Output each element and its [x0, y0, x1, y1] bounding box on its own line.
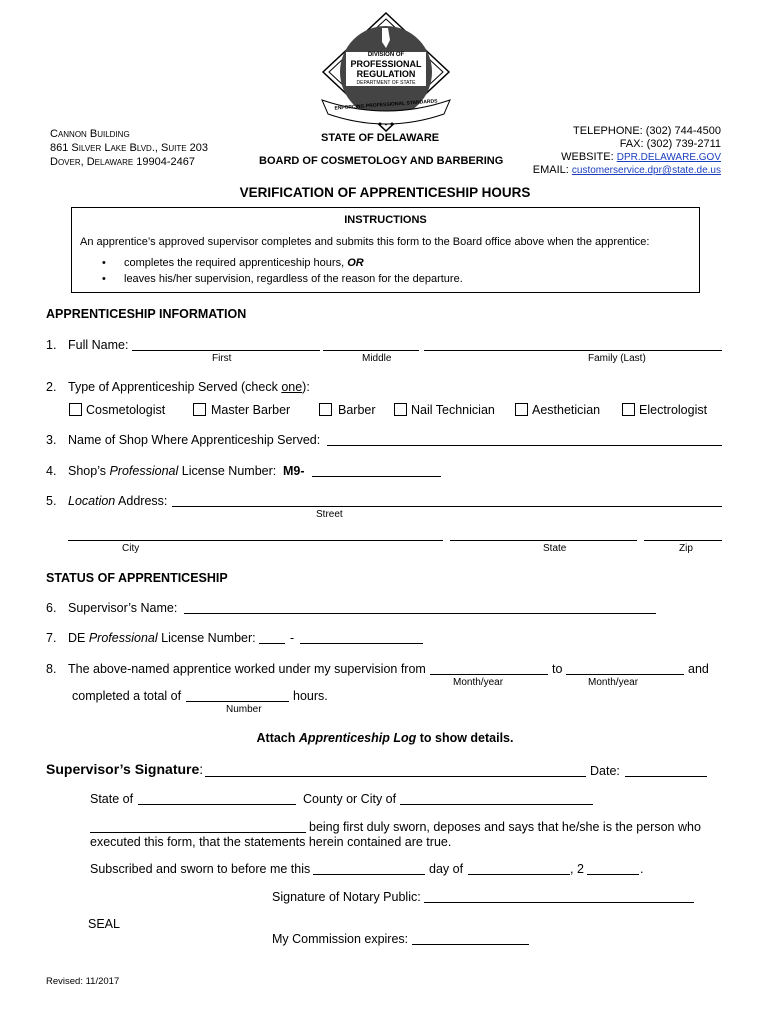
to-caption: Month/year	[588, 677, 639, 688]
option-cosmetologist: Cosmetologist	[86, 403, 166, 417]
q4-label	[68, 464, 276, 478]
signature-field[interactable]	[205, 776, 586, 777]
date-field[interactable]	[625, 776, 707, 777]
board-name: BOARD OF COSMETOLOGY AND BARBERING	[259, 155, 504, 167]
from-date-field[interactable]	[430, 674, 548, 675]
from-caption: Month/year	[453, 677, 504, 688]
address-line2: 861 Silver Lake Blvd., Suite 203	[50, 142, 208, 154]
checkbox-master-barber[interactable]	[193, 403, 206, 416]
family-name-field[interactable]	[424, 350, 722, 351]
email-label: EMAIL:	[532, 164, 569, 176]
state-of-delaware: STATE OF DELAWARE	[321, 132, 440, 144]
telephone: TELEPHONE: (302) 744-4500	[573, 125, 721, 137]
license-prefix: M9-	[283, 464, 305, 478]
bullet-2: •	[102, 273, 106, 285]
checkbox-nail-technician[interactable]	[394, 403, 407, 416]
q2-label	[68, 380, 310, 394]
q7-number: 7.	[46, 631, 57, 645]
website-label: WEBSITE:	[561, 151, 614, 163]
q8-number: 8.	[46, 662, 57, 676]
q7-label-post: License Number:	[157, 631, 256, 645]
q2-label-one: one	[281, 380, 303, 394]
state-of-field[interactable]	[138, 804, 296, 805]
de-license-number-field[interactable]	[300, 643, 423, 644]
option-master-barber: Master Barber	[211, 403, 291, 417]
attach-note-ital: Apprenticeship Log	[298, 731, 417, 745]
notary-label: Signature of Notary Public:	[272, 890, 421, 904]
website-link[interactable]: DPR.DELAWARE.GOV	[616, 152, 721, 163]
q8-and: and	[688, 662, 709, 676]
subscribed-label: Subscribed and sworn to before me this	[90, 862, 311, 876]
middle-name-field[interactable]	[323, 350, 419, 351]
city-field[interactable]	[68, 540, 443, 541]
instructions-heading: INSTRUCTIONS	[344, 214, 427, 226]
number-caption: Number	[226, 704, 262, 715]
attach-note	[0, 731, 770, 745]
checkbox-electrologist[interactable]	[622, 403, 635, 416]
zip-caption: Zip	[679, 543, 693, 554]
section-status: STATUS OF APPRENTICESHIP	[46, 571, 228, 585]
first-caption: First	[212, 353, 232, 364]
to-date-field[interactable]	[566, 674, 684, 675]
middle-caption: Middle	[362, 353, 392, 364]
q6-number: 6.	[46, 601, 57, 615]
option-barber: Barber	[338, 403, 376, 417]
signature-label	[46, 761, 203, 777]
year-period: .	[640, 862, 644, 876]
q6-label: Supervisor’s Name:	[68, 601, 178, 615]
county-field[interactable]	[400, 804, 593, 805]
bullet-1-label: completes the required apprenticeship hours,	[124, 257, 345, 269]
bullet-2-text: leaves his/her supervision, regardless of the reason for the departure.	[124, 273, 463, 285]
option-nail-technician: Nail Technician	[411, 403, 495, 417]
q2-label-pre: Type of Apprenticeship Served (check	[68, 380, 282, 394]
website-row	[561, 151, 721, 163]
option-electrologist: Electrologist	[639, 403, 708, 417]
logo-banner: ENFORCING PROFESSIONAL STANDARDS	[334, 98, 438, 112]
q4-label-post: License Number:	[178, 464, 277, 478]
city-caption: City	[122, 543, 140, 554]
logo-line4: DEPARTMENT OF STATE	[356, 80, 416, 86]
address-line3: Dover, Delaware 19904-2467	[50, 156, 195, 168]
q1-number: 1.	[46, 338, 57, 352]
form-title: VERIFICATION OF APPRENTICESHIP HOURS	[239, 185, 531, 200]
checkbox-cosmetologist[interactable]	[69, 403, 82, 416]
supervisor-name-field[interactable]	[184, 613, 656, 614]
revised-date: Revised: 11/2017	[46, 976, 120, 987]
checkbox-barber[interactable]	[319, 403, 332, 416]
street-field[interactable]	[172, 506, 722, 507]
bullet-1-or: OR	[347, 257, 364, 269]
instructions-text: An apprentice’s approved supervisor completes and submits this form to the Board office above when the apprentice:	[80, 236, 650, 248]
first-name-field[interactable]	[132, 350, 320, 351]
commission-field[interactable]	[412, 944, 529, 945]
q4-label-pre: Shop’s	[68, 464, 110, 478]
logo-line3: REGULATION	[356, 69, 416, 79]
seal-label: SEAL	[88, 917, 120, 931]
date-label: Date:	[590, 764, 620, 778]
logo-line1: DIVISION OF	[367, 52, 405, 58]
q2-number: 2.	[46, 380, 57, 394]
q7-label-ital: Professional	[88, 631, 158, 645]
q4-label-ital: Professional	[109, 464, 179, 478]
q7-label-pre: DE	[68, 631, 89, 645]
q8-label: The above-named apprentice worked under my supervision from	[68, 662, 426, 676]
shop-license-field[interactable]	[312, 476, 441, 477]
q5-label-post: Address:	[115, 494, 168, 508]
license-dash: -	[290, 631, 295, 645]
street-caption: Street	[316, 509, 343, 520]
option-aesthetician: Aesthetician	[532, 403, 601, 417]
shop-name-field[interactable]	[327, 445, 722, 446]
zip-field[interactable]	[644, 540, 722, 541]
email-row	[533, 164, 721, 176]
signature-label-text: Supervisor’s Signature	[46, 761, 200, 777]
q3-label: Name of Shop Where Apprenticeship Served:	[68, 433, 321, 447]
affiant-name-field[interactable]	[90, 832, 306, 833]
q1-label: Full Name:	[68, 338, 129, 352]
notary-signature-field[interactable]	[424, 902, 694, 903]
de-license-prefix-field[interactable]	[259, 643, 285, 644]
q5-label-ital: Location	[68, 494, 116, 508]
q8-to: to	[552, 662, 563, 676]
checkbox-aesthetician[interactable]	[515, 403, 528, 416]
day-field[interactable]	[313, 874, 425, 875]
q8b-label: completed a total of	[72, 689, 182, 703]
commission-label: My Commission expires:	[272, 932, 409, 946]
year-field[interactable]	[587, 874, 639, 875]
county-label: County or City of	[303, 792, 397, 806]
fax: FAX: (302) 739-2711	[619, 138, 721, 150]
division-logo	[316, 10, 456, 132]
signature-label-colon: :	[199, 761, 204, 777]
email-link[interactable]: customerservice.dpr@state.de.us	[571, 165, 721, 176]
address-line1: Cannon Building	[50, 128, 130, 140]
q7-label	[68, 631, 256, 645]
logo-line2: PROFESSIONAL	[350, 59, 422, 69]
instructions-box	[71, 207, 700, 293]
attach-note-post: to show details.	[416, 731, 514, 745]
attach-note-pre: Attach	[256, 731, 299, 745]
q2-label-post: ):	[302, 380, 310, 394]
state-field[interactable]	[450, 540, 637, 541]
bullet-1: •	[102, 257, 106, 269]
q5-number: 5.	[46, 494, 57, 508]
day-of-label: day of	[429, 862, 464, 876]
q3-number: 3.	[46, 433, 57, 447]
family-caption: Family (Last)	[588, 353, 646, 364]
q5-label	[68, 494, 167, 508]
q4-number: 4.	[46, 464, 57, 478]
bullet-1-text	[124, 257, 364, 269]
sworn-text-2: executed this form, that the statements herein contained are true.	[90, 835, 452, 849]
section-apprenticeship-info: APPRENTICESHIP INFORMATION	[46, 307, 247, 321]
sworn-text-1: being first duly sworn, deposes and says that he/she is the person who	[309, 820, 701, 834]
state-caption: State	[543, 543, 567, 554]
total-hours-field[interactable]	[186, 701, 289, 702]
state-of-label: State of	[90, 792, 134, 806]
month-field[interactable]	[468, 874, 570, 875]
q8b-hours: hours.	[293, 689, 328, 703]
year-prefix: , 2	[570, 862, 584, 876]
